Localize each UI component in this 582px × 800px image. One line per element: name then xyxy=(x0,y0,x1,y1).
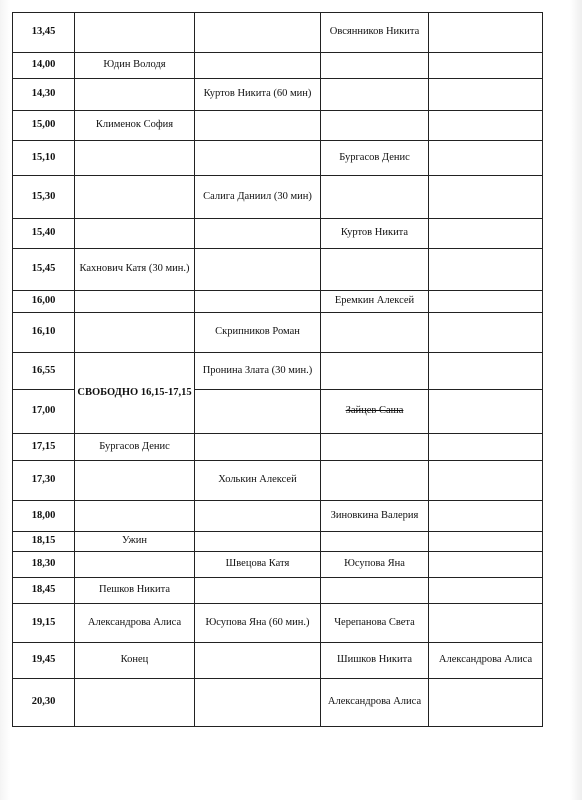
time-cell: 16,55 xyxy=(13,353,75,390)
cell xyxy=(75,79,195,111)
time-cell: 15,00 xyxy=(13,111,75,141)
cell xyxy=(429,679,543,727)
time-cell: 18,00 xyxy=(13,501,75,532)
cell xyxy=(429,390,543,434)
cell xyxy=(75,176,195,219)
cell xyxy=(429,434,543,461)
cell: Конец xyxy=(75,643,195,679)
cell: Александрова Алиса xyxy=(75,604,195,643)
cell xyxy=(321,461,429,501)
time-cell: 20,30 xyxy=(13,679,75,727)
cell: Салига Даниил (30 мин) xyxy=(195,176,321,219)
cell: Овсянников Никита xyxy=(321,13,429,53)
cell: Пронина Злата (30 мин.) xyxy=(195,353,321,390)
table-row xyxy=(13,434,543,461)
cell xyxy=(195,643,321,679)
table-row xyxy=(13,141,543,176)
table-row xyxy=(13,604,543,643)
cell xyxy=(195,679,321,727)
time-cell: 13,45 xyxy=(13,13,75,53)
time-cell: 15,45 xyxy=(13,249,75,291)
cell xyxy=(321,53,429,79)
cell: Александрова Алиса xyxy=(321,679,429,727)
time-cell: 15,40 xyxy=(13,219,75,249)
cell: Зайцев Саша xyxy=(321,390,429,434)
time-cell: 17,30 xyxy=(13,461,75,501)
cell: Юсупова Яна xyxy=(321,552,429,578)
table-row xyxy=(13,679,543,727)
table-row xyxy=(13,501,543,532)
cell xyxy=(429,501,543,532)
cell xyxy=(429,13,543,53)
cell xyxy=(195,390,321,434)
table-row xyxy=(13,552,543,578)
table-row xyxy=(13,176,543,219)
cell: Черепанова Света xyxy=(321,604,429,643)
table-row xyxy=(13,219,543,249)
table-row xyxy=(13,13,543,53)
time-cell: 19,15 xyxy=(13,604,75,643)
cell xyxy=(429,141,543,176)
table-row xyxy=(13,249,543,291)
cell xyxy=(429,53,543,79)
cell xyxy=(195,13,321,53)
table-row xyxy=(13,578,543,604)
cell xyxy=(75,219,195,249)
schedule-table xyxy=(12,12,543,727)
table-row xyxy=(13,313,543,353)
table-row xyxy=(13,532,543,552)
cell xyxy=(195,219,321,249)
cell xyxy=(321,434,429,461)
time-cell: 18,15 xyxy=(13,532,75,552)
free-slot-cell: СВОБОДНО 16,15-17,15 xyxy=(75,353,195,434)
cell: Скрипников Роман xyxy=(195,313,321,353)
time-cell: 18,30 xyxy=(13,552,75,578)
cell xyxy=(321,578,429,604)
table-row xyxy=(13,353,543,390)
time-cell: 16,00 xyxy=(13,291,75,313)
cell: Куртов Никита (60 мин) xyxy=(195,79,321,111)
time-cell: 15,30 xyxy=(13,176,75,219)
cell xyxy=(75,291,195,313)
cell xyxy=(429,578,543,604)
cell xyxy=(195,53,321,79)
table-row xyxy=(13,79,543,111)
cell xyxy=(321,249,429,291)
cell xyxy=(321,313,429,353)
cell xyxy=(75,313,195,353)
table-row xyxy=(13,643,543,679)
cell: Холькин Алексей xyxy=(195,461,321,501)
cell: Куртов Никита xyxy=(321,219,429,249)
time-cell: 16,10 xyxy=(13,313,75,353)
cell: Шишков Никита xyxy=(321,643,429,679)
cell xyxy=(321,111,429,141)
cell xyxy=(75,501,195,532)
cell: Кахнович Катя (30 мин.) xyxy=(75,249,195,291)
cell xyxy=(195,141,321,176)
cell xyxy=(195,291,321,313)
cell xyxy=(429,313,543,353)
cell xyxy=(429,461,543,501)
cell xyxy=(321,532,429,552)
cell xyxy=(195,111,321,141)
cell: Юсупова Яна (60 мин.) xyxy=(195,604,321,643)
cell xyxy=(195,578,321,604)
cell xyxy=(75,552,195,578)
cell xyxy=(75,461,195,501)
table-row xyxy=(13,111,543,141)
time-cell: 18,45 xyxy=(13,578,75,604)
table-row xyxy=(13,461,543,501)
cell xyxy=(195,532,321,552)
time-cell: 17,00 xyxy=(13,390,75,434)
cell xyxy=(321,176,429,219)
cell xyxy=(195,434,321,461)
cell xyxy=(429,249,543,291)
cell xyxy=(429,176,543,219)
cell: Пешков Никита xyxy=(75,578,195,604)
cell: Еремкин Алексей xyxy=(321,291,429,313)
cell xyxy=(429,79,543,111)
cell xyxy=(195,501,321,532)
time-cell: 17,15 xyxy=(13,434,75,461)
cell: Юдин Володя xyxy=(75,53,195,79)
cell xyxy=(195,249,321,291)
cell: Александрова Алиса xyxy=(429,643,543,679)
cell: Бургасов Денис xyxy=(321,141,429,176)
cell xyxy=(429,552,543,578)
cell xyxy=(429,604,543,643)
time-cell: 15,10 xyxy=(13,141,75,176)
cell xyxy=(429,353,543,390)
cell xyxy=(429,111,543,141)
cell: Бургасов Денис xyxy=(75,434,195,461)
table-row xyxy=(13,291,543,313)
time-cell: 14,30 xyxy=(13,79,75,111)
cell xyxy=(75,13,195,53)
cell: Клименок София xyxy=(75,111,195,141)
cell xyxy=(75,141,195,176)
cell xyxy=(429,291,543,313)
cell: Зиновкина Валерия xyxy=(321,501,429,532)
cell: Ужин xyxy=(75,532,195,552)
table-row xyxy=(13,53,543,79)
cell xyxy=(429,219,543,249)
cell xyxy=(321,79,429,111)
time-cell: 14,00 xyxy=(13,53,75,79)
cell xyxy=(321,353,429,390)
cell xyxy=(429,532,543,552)
time-cell: 19,45 xyxy=(13,643,75,679)
cell xyxy=(75,679,195,727)
cell: Швецова Катя xyxy=(195,552,321,578)
